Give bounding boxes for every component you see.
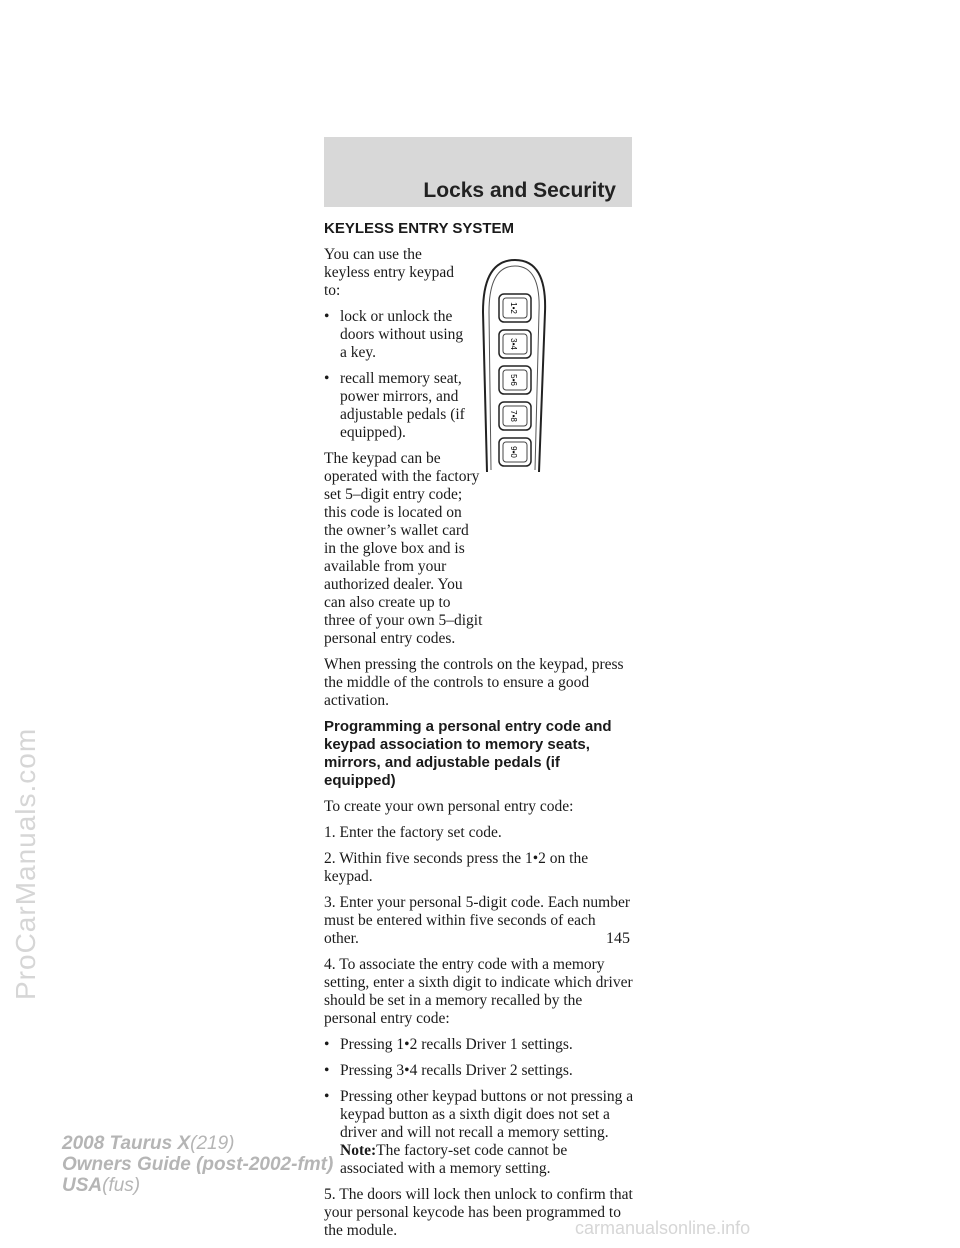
keypad-button-label: 7•8 bbox=[509, 410, 518, 422]
keypad-button-label: 3•4 bbox=[509, 338, 518, 350]
step-5: 5. The doors will lock then unlock to confirm that your personal keycode has been programmed to the module. bbox=[324, 1186, 633, 1239]
bottom-watermark: carmanualsonline.info bbox=[575, 1218, 751, 1238]
memory-bullet-3: • Pressing other keypad buttons or not pressing a keypad button as a sixth digit does not set a driver and will not recall a memory setting. Note:The factory-set code cannot be associated with a memory setting. bbox=[324, 1088, 634, 1177]
page-number: 145 bbox=[606, 930, 630, 947]
bullet-dot: • bbox=[324, 1088, 330, 1105]
footer-model: 2008 Taurus X bbox=[62, 1133, 191, 1154]
footer-market: USA bbox=[62, 1175, 103, 1196]
bullet-dot: • bbox=[324, 1062, 330, 1079]
bullet-dot: • bbox=[324, 370, 330, 387]
document-footer bbox=[62, 1133, 333, 1196]
intro-bullet-1: • lock or unlock the doors without using a key. bbox=[324, 308, 464, 361]
step-1: 1. Enter the factory set code. bbox=[324, 824, 502, 841]
footer-model-code: (219) bbox=[190, 1133, 235, 1154]
bullet-dot: • bbox=[324, 1036, 330, 1053]
create-intro: To create your own personal entry code: bbox=[324, 798, 574, 815]
keypad-button-label: 5•6 bbox=[509, 374, 518, 386]
section-title: Locks and Security bbox=[423, 179, 616, 202]
footer-market-code: (fus) bbox=[102, 1175, 141, 1196]
programming-subheading: Programming a personal entry code and keypad association to memory seats, mirrors, and adjustable pedals (if equipped) bbox=[324, 718, 612, 789]
memory-bullet-1: • Pressing 1•2 recalls Driver 1 settings. bbox=[324, 1036, 573, 1053]
press-paragraph: When pressing the controls on the keypad, press the middle of the controls to ensure a good activation. bbox=[324, 656, 624, 709]
intro-paragraph: You can use the keyless entry keypad to: bbox=[324, 246, 454, 299]
step-4: 4. To associate the entry code with a memory setting, enter a sixth digit to indicate which driver should be set in a memory recalled by the personal entry code: bbox=[324, 956, 633, 1027]
article bbox=[324, 220, 634, 1248]
header-band bbox=[324, 137, 632, 207]
note-label: Note: bbox=[340, 1142, 377, 1159]
footer-guide: Owners Guide (post-2002-fmt) bbox=[62, 1154, 334, 1175]
step-3: 3. Enter your personal 5-digit code. Each number must be entered within five seconds of each other. bbox=[324, 894, 631, 947]
article-heading: KEYLESS ENTRY SYSTEM bbox=[324, 220, 515, 237]
bullet-dot: • bbox=[324, 308, 330, 325]
side-watermark: ProCarManuals.com bbox=[10, 727, 41, 1000]
step-2: 2. Within five seconds press the 1•2 on the keypad. bbox=[324, 850, 589, 885]
factory-code-paragraph: The keypad can be operated with the factory set 5–digit entry code; this code is located on the owner’s wallet card in the glove box and is available from your authorized dealer. You can also create up to three of your own 5–digit personal entry codes. bbox=[324, 450, 483, 647]
keypad-button-label: 9•0 bbox=[509, 446, 518, 458]
memory-bullet-2: • Pressing 3•4 recalls Driver 2 settings. bbox=[324, 1062, 573, 1079]
intro-bullet-2: • recall memory seat, power mirrors, and adjustable pedals (if equipped). bbox=[324, 370, 465, 441]
keypad-button-label: 1•2 bbox=[509, 302, 518, 314]
note-text: The factory-set code cannot be associated with a memory setting. bbox=[340, 1142, 568, 1177]
